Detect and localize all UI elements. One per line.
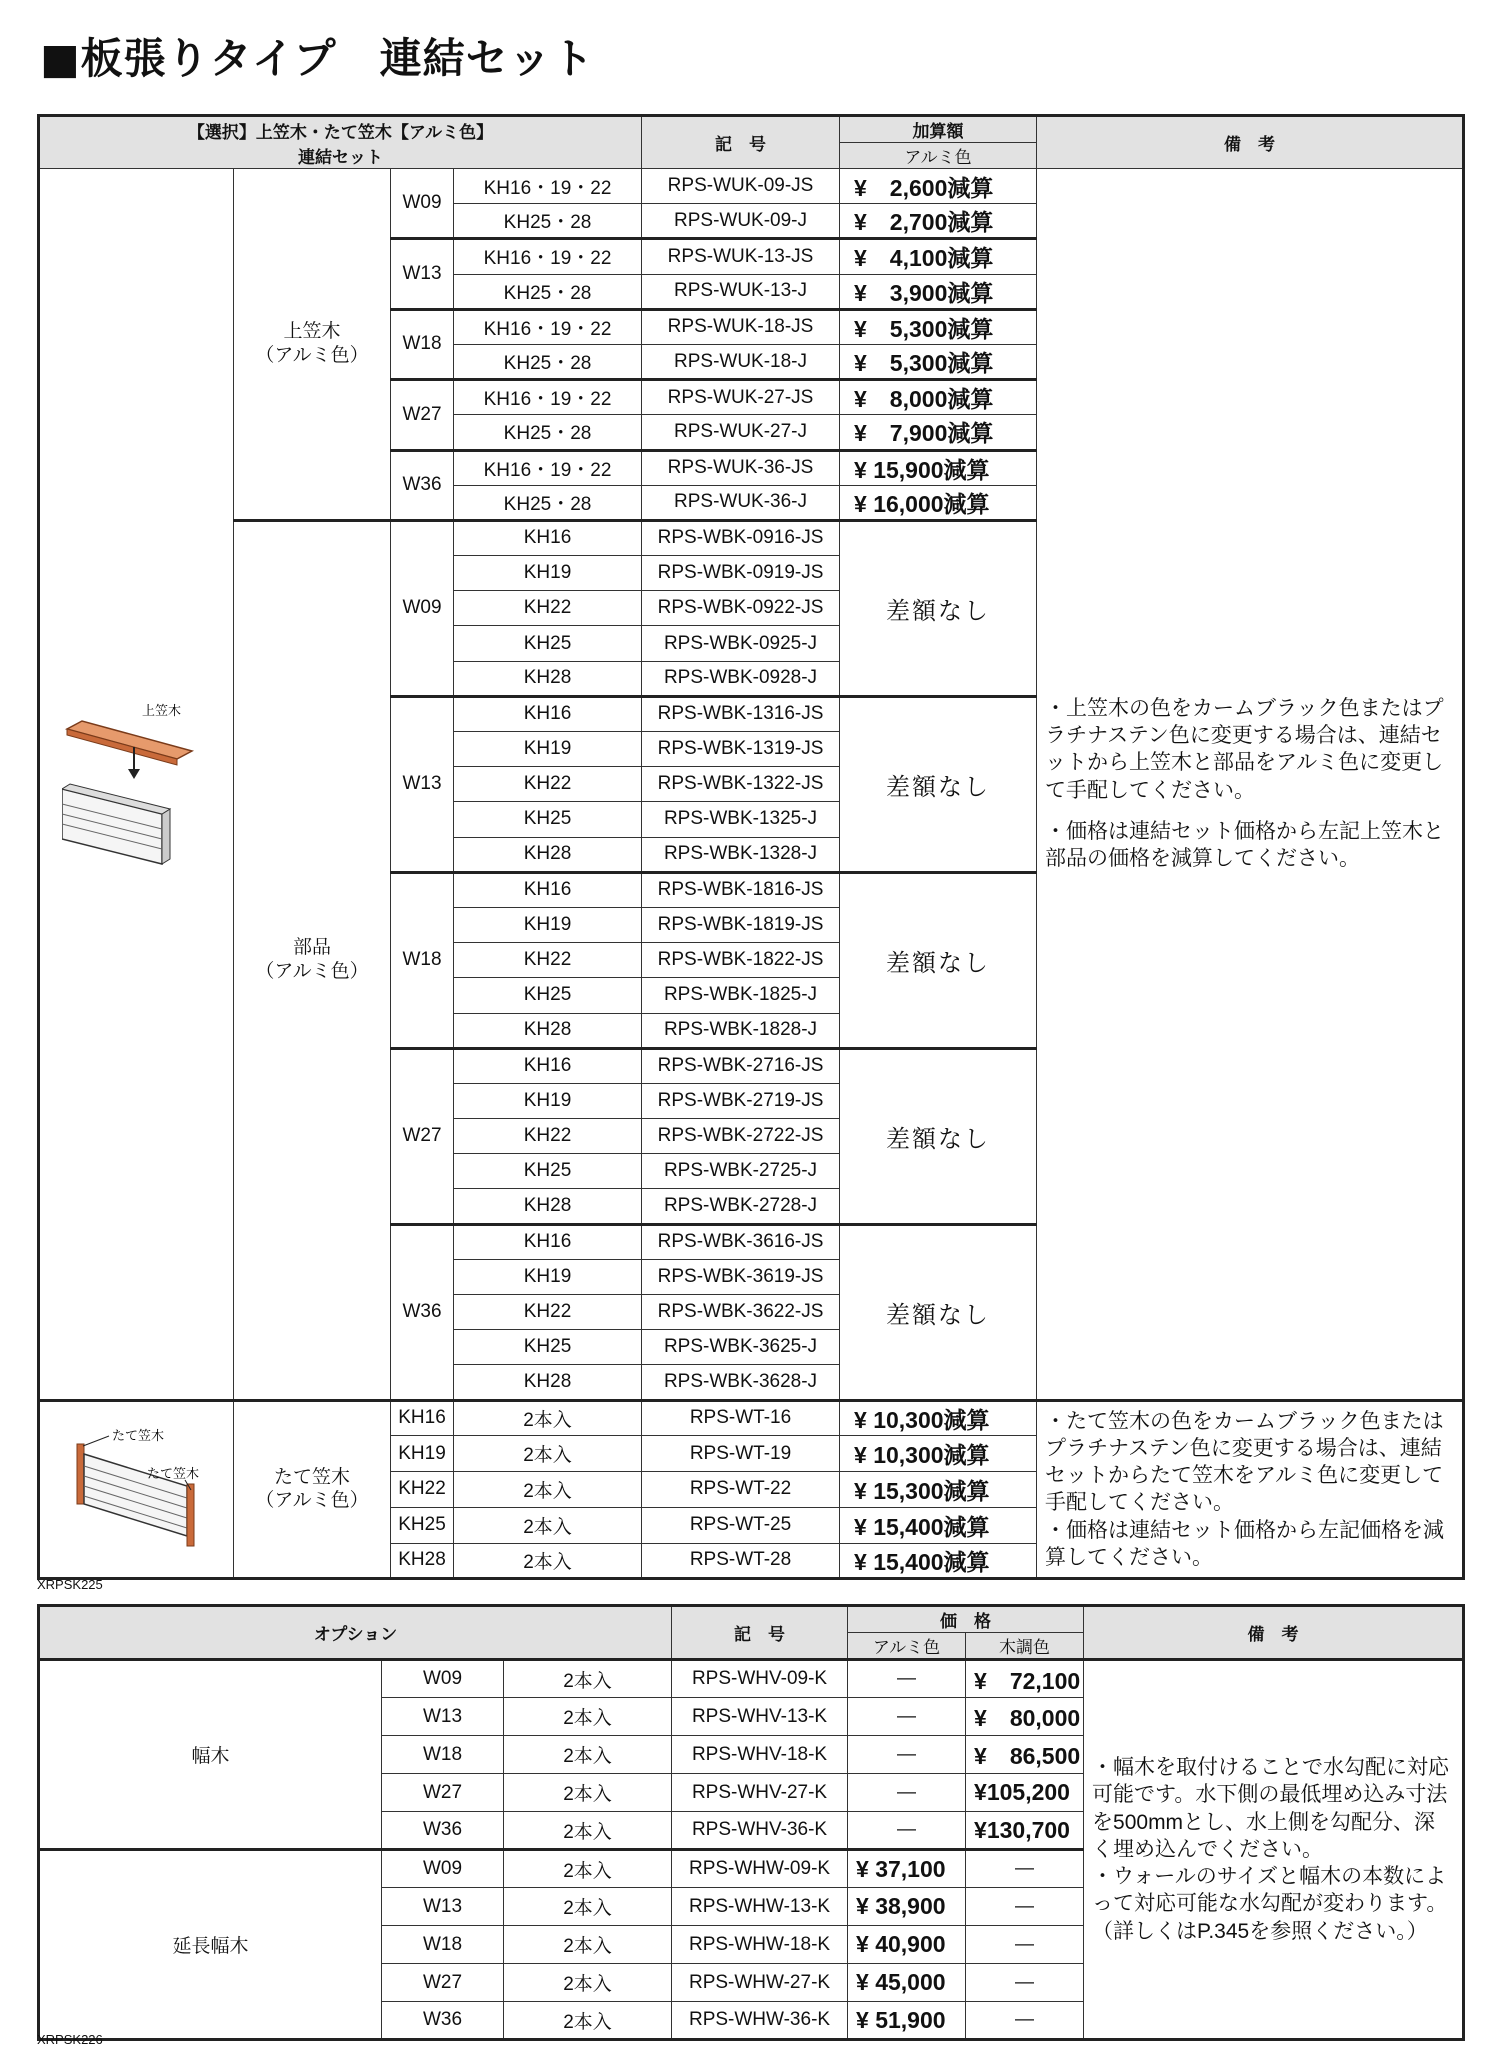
code-cell: RPS-WHV-13-K xyxy=(672,1698,848,1736)
price-cell: ¥ 5,300減算 xyxy=(840,309,1037,344)
no-diff-cell: 差額なし xyxy=(840,1048,1037,1224)
code-cell: RPS-WUK-18-J xyxy=(642,344,840,379)
code-cell: RPS-WUK-09-J xyxy=(642,204,840,239)
wood-price-cell: — xyxy=(966,1926,1084,1964)
kh-cell: KH25・28 xyxy=(454,485,642,520)
wood-price-cell: — xyxy=(966,1964,1084,2002)
illus-label-tate-b: たて笠木 xyxy=(146,1466,199,1482)
price-cell: ¥ 15,400減算 xyxy=(840,1543,1037,1579)
kh-cell: KH25 xyxy=(454,802,642,837)
code-cell: RPS-WBK-2719-JS xyxy=(642,1083,840,1118)
code-cell: RPS-WHW-09-K xyxy=(672,1850,848,1888)
alumi-price-cell: ¥ 45,000 xyxy=(848,1964,966,2002)
kh-cell: KH22 xyxy=(391,1472,454,1508)
kh-cell: KH25・28 xyxy=(454,274,642,309)
remark-haba: ・幅木を取付けることで水勾配に対応可能です。水下側の最低埋め込み寸法を500mmとし、水上側を勾配分、深く埋め込んでください。 ・ウォールのサイズと幅木の本数によって対応可能な水勾配が変わります。 （詳しくはP.345を参照ください。） xyxy=(1084,1660,1464,2040)
width-cell: W18 xyxy=(382,1926,504,1964)
kh-cell: KH16・19・22 xyxy=(454,169,642,204)
alumi-price-cell: — xyxy=(848,1698,966,1736)
code-cell: RPS-WBK-3628-J xyxy=(642,1365,840,1400)
no-diff-cell: 差額なし xyxy=(840,872,1037,1048)
qty-cell: 2本入 xyxy=(504,1926,672,1964)
alumi-price-cell: — xyxy=(848,1774,966,1812)
width-cell: W09 xyxy=(382,1660,504,1698)
kh-cell: KH25 xyxy=(454,1330,642,1365)
code-cell: RPS-WUK-36-J xyxy=(642,485,840,520)
kh-cell: KH25 xyxy=(454,626,642,661)
qty-cell: 2本入 xyxy=(454,1400,642,1436)
wood-price-cell: — xyxy=(966,1888,1084,1926)
option-table xyxy=(37,1604,1465,2041)
header-option: オプション xyxy=(39,1606,672,1660)
kh-cell: KH25 xyxy=(391,1507,454,1543)
price-cell: ¥ 15,300減算 xyxy=(840,1472,1037,1508)
qty-cell: 2本入 xyxy=(504,1660,672,1698)
alumi-price-cell: ¥ 37,100 xyxy=(848,1850,966,1888)
kh-cell: KH22 xyxy=(454,767,642,802)
no-diff-cell: 差額なし xyxy=(840,696,1037,872)
code-cell: RPS-WBK-1816-JS xyxy=(642,872,840,907)
tate-kasagi-illustration xyxy=(57,1424,217,1554)
kh-cell: KH19 xyxy=(454,732,642,767)
header-code: 記 号 xyxy=(642,116,840,169)
code-cell: RPS-WHV-18-K xyxy=(672,1736,848,1774)
kh-cell: KH28 xyxy=(391,1543,454,1579)
code-cell: RPS-WUK-13-JS xyxy=(642,239,840,274)
code-cell: RPS-WHV-27-K xyxy=(672,1774,848,1812)
header-remarks: 備 考 xyxy=(1037,116,1464,169)
width-cell: W36 xyxy=(391,450,454,520)
alumi-price-cell: — xyxy=(848,1660,966,1698)
width-cell: W27 xyxy=(391,1048,454,1224)
code-cell: RPS-WT-19 xyxy=(642,1436,840,1472)
code-cell: RPS-WBK-0916-JS xyxy=(642,520,840,555)
kh-cell: KH25 xyxy=(454,1154,642,1189)
no-diff-cell: 差額なし xyxy=(840,520,1037,696)
wood-price-cell: ¥130,700 xyxy=(966,1812,1084,1850)
code-cell: RPS-WBK-1322-JS xyxy=(642,767,840,802)
illus-label-kasagi: 上笠木 xyxy=(141,702,181,718)
width-cell: W36 xyxy=(382,1812,504,1850)
kh-cell: KH19 xyxy=(454,556,642,591)
header-wood: 木調色 xyxy=(966,1633,1084,1660)
code-cell: RPS-WHW-27-K xyxy=(672,1964,848,2002)
price-cell: ¥ 2,600減算 xyxy=(840,169,1037,204)
price-cell: ¥ 15,900減算 xyxy=(840,450,1037,485)
width-cell: W13 xyxy=(391,239,454,309)
header-code: 記 号 xyxy=(672,1606,848,1660)
code-cell: RPS-WHW-36-K xyxy=(672,2002,848,2040)
category-tate: たて笠木 （アルミ色） xyxy=(234,1400,391,1579)
kh-cell: KH16・19・22 xyxy=(454,450,642,485)
width-cell: W09 xyxy=(382,1850,504,1888)
width-cell: W13 xyxy=(382,1888,504,1926)
code-cell: RPS-WHV-09-K xyxy=(672,1660,848,1698)
price-cell: ¥ 15,400減算 xyxy=(840,1507,1037,1543)
code-cell: RPS-WUK-09-JS xyxy=(642,169,840,204)
width-cell: W18 xyxy=(391,872,454,1048)
code-cell: RPS-WBK-3616-JS xyxy=(642,1224,840,1259)
code-cell: RPS-WBK-0925-J xyxy=(642,626,840,661)
price-cell: ¥ 8,000減算 xyxy=(840,380,1037,415)
category-buhin: 部品 （アルミ色） xyxy=(234,520,391,1400)
kh-cell: KH25・28 xyxy=(454,204,642,239)
kh-cell: KH22 xyxy=(454,1295,642,1330)
table-row xyxy=(39,169,1464,204)
code-cell: RPS-WUK-36-JS xyxy=(642,450,840,485)
kh-cell: KH25・28 xyxy=(454,415,642,450)
wood-price-cell: ¥ 80,000 xyxy=(966,1698,1084,1736)
category-kasagi: 上笠木 （アルミ色） xyxy=(234,169,391,521)
wood-price-cell: ¥ 72,100 xyxy=(966,1660,1084,1698)
kh-cell: KH25 xyxy=(454,978,642,1013)
qty-cell: 2本入 xyxy=(504,1698,672,1736)
table-row xyxy=(39,1400,1464,1436)
width-cell: W27 xyxy=(382,1964,504,2002)
width-cell: W18 xyxy=(391,309,454,379)
code-label-2: XRPSK226 xyxy=(37,2032,103,2047)
code-cell: RPS-WBK-2722-JS xyxy=(642,1119,840,1154)
code-cell: RPS-WBK-1316-JS xyxy=(642,696,840,731)
width-cell: W18 xyxy=(382,1736,504,1774)
header-remarks: 備 考 xyxy=(1084,1606,1464,1660)
wood-price-cell: — xyxy=(966,2002,1084,2040)
kh-cell: KH16 xyxy=(454,1224,642,1259)
qty-cell: 2本入 xyxy=(504,1888,672,1926)
qty-cell: 2本入 xyxy=(504,1774,672,1812)
kh-cell: KH16・19・22 xyxy=(454,380,642,415)
code-cell: RPS-WBK-1319-JS xyxy=(642,732,840,767)
kh-cell: KH16 xyxy=(454,872,642,907)
kh-cell: KH16 xyxy=(391,1400,454,1436)
kh-cell: KH28 xyxy=(454,1365,642,1400)
code-cell: RPS-WT-28 xyxy=(642,1543,840,1579)
qty-cell: 2本入 xyxy=(504,1736,672,1774)
price-cell: ¥ 16,000減算 xyxy=(840,485,1037,520)
kh-cell: KH28 xyxy=(454,837,642,872)
width-cell: W13 xyxy=(391,696,454,872)
header-alumi: アルミ色 xyxy=(848,1633,966,1660)
code-cell: RPS-WHW-18-K xyxy=(672,1926,848,1964)
kh-cell: KH22 xyxy=(454,943,642,978)
category-encho: 延長幅木 xyxy=(39,1850,382,2040)
qty-cell: 2本入 xyxy=(504,1964,672,2002)
table-row xyxy=(39,1660,1464,1698)
width-cell: W36 xyxy=(391,1224,454,1400)
width-cell: W36 xyxy=(382,2002,504,2040)
kh-cell: KH16 xyxy=(454,1048,642,1083)
kh-cell: KH16 xyxy=(454,696,642,731)
header-price-sub: アルミ色 xyxy=(840,143,1037,169)
header-price: 加算額 xyxy=(840,116,1037,143)
code-cell: RPS-WBK-2728-J xyxy=(642,1189,840,1224)
code-cell: RPS-WBK-1325-J xyxy=(642,802,840,837)
alumi-price-cell: ¥ 51,900 xyxy=(848,2002,966,2040)
illus-kasagi-cell xyxy=(39,169,234,1401)
qty-cell: 2本入 xyxy=(504,1812,672,1850)
wood-price-cell: ¥105,200 xyxy=(966,1774,1084,1812)
price-cell: ¥ 2,700減算 xyxy=(840,204,1037,239)
kh-cell: KH19 xyxy=(454,1083,642,1118)
kh-cell: KH19 xyxy=(454,907,642,942)
code-cell: RPS-WBK-1819-JS xyxy=(642,907,840,942)
no-diff-cell: 差額なし xyxy=(840,1224,1037,1400)
alumi-price-cell: — xyxy=(848,1736,966,1774)
width-cell: W27 xyxy=(391,380,454,450)
kh-cell: KH16・19・22 xyxy=(454,239,642,274)
code-cell: RPS-WT-16 xyxy=(642,1400,840,1436)
kh-cell: KH22 xyxy=(454,591,642,626)
code-cell: RPS-WHV-36-K xyxy=(672,1812,848,1850)
price-cell: ¥ 3,900減算 xyxy=(840,274,1037,309)
qty-cell: 2本入 xyxy=(504,2002,672,2040)
kh-cell: KH25・28 xyxy=(454,344,642,379)
qty-cell: 2本入 xyxy=(454,1436,642,1472)
kh-cell: KH28 xyxy=(454,661,642,696)
wood-price-cell: — xyxy=(966,1850,1084,1888)
code-cell: RPS-WBK-3622-JS xyxy=(642,1295,840,1330)
remark-tate: ・たて笠木の色をカームブラック色またはプラチナステン色に変更する場合は、連結セットからたて笠木をアルミ色に変更して手配してください。 ・価格は連結セット価格から左記価格を減算してください。 xyxy=(1037,1400,1464,1579)
code-cell: RPS-WHW-13-K xyxy=(672,1888,848,1926)
qty-cell: 2本入 xyxy=(454,1472,642,1508)
code-cell: RPS-WBK-1328-J xyxy=(642,837,840,872)
code-cell: RPS-WBK-1828-J xyxy=(642,1013,840,1048)
price-cell: ¥ 10,300減算 xyxy=(840,1400,1037,1436)
code-cell: RPS-WUK-27-JS xyxy=(642,380,840,415)
remark-kasagi: ・上笠木の色をカームブラック色またはプラチナステン色に変更する場合は、連結セットから上笠木と部品をアルミ色に変更して手配してください。 ・価格は連結セット価格から左記上笠木と部品の価格を減算してください。 xyxy=(1037,169,1464,1401)
code-cell: RPS-WBK-2716-JS xyxy=(642,1048,840,1083)
page-title: ■板張りタイプ 連結セット xyxy=(40,34,595,83)
width-cell: W09 xyxy=(391,169,454,239)
code-cell: RPS-WT-22 xyxy=(642,1472,840,1508)
width-cell: W13 xyxy=(382,1698,504,1736)
header-price: 価 格 xyxy=(848,1606,1084,1633)
kh-cell: KH16・19・22 xyxy=(454,309,642,344)
code-cell: RPS-WBK-0919-JS xyxy=(642,556,840,591)
kh-cell: KH28 xyxy=(454,1189,642,1224)
code-cell: RPS-WUK-18-JS xyxy=(642,309,840,344)
price-cell: ¥ 4,100減算 xyxy=(840,239,1037,274)
code-cell: RPS-WBK-3625-J xyxy=(642,1330,840,1365)
code-cell: RPS-WBK-0928-J xyxy=(642,661,840,696)
kh-cell: KH16 xyxy=(454,520,642,555)
category-haba: 幅木 xyxy=(39,1660,382,1850)
wood-price-cell: ¥ 86,500 xyxy=(966,1736,1084,1774)
code-cell: RPS-WUK-13-J xyxy=(642,274,840,309)
code-cell: RPS-WBK-1825-J xyxy=(642,978,840,1013)
illus-tate-cell xyxy=(39,1400,234,1579)
price-cell: ¥ 10,300減算 xyxy=(840,1436,1037,1472)
kh-cell: KH22 xyxy=(454,1119,642,1154)
qty-cell: 2本入 xyxy=(454,1507,642,1543)
illus-label-tate-a: たて笠木 xyxy=(111,1428,164,1444)
code-cell: RPS-WUK-27-J xyxy=(642,415,840,450)
alumi-price-cell: — xyxy=(848,1812,966,1850)
kh-cell: KH19 xyxy=(391,1436,454,1472)
code-cell: RPS-WBK-3619-JS xyxy=(642,1259,840,1294)
alumi-price-cell: ¥ 38,900 xyxy=(848,1888,966,1926)
code-label-1: XRPSK225 xyxy=(37,1577,103,1592)
qty-cell: 2本入 xyxy=(504,1850,672,1888)
kasagi-illustration xyxy=(62,699,212,869)
code-cell: RPS-WBK-1822-JS xyxy=(642,943,840,978)
width-cell: W09 xyxy=(391,520,454,696)
code-cell: RPS-WT-25 xyxy=(642,1507,840,1543)
kh-cell: KH19 xyxy=(454,1259,642,1294)
renketsu-set-table xyxy=(37,114,1465,1580)
code-cell: RPS-WBK-2725-J xyxy=(642,1154,840,1189)
price-cell: ¥ 5,300減算 xyxy=(840,344,1037,379)
code-cell: RPS-WBK-0922-JS xyxy=(642,591,840,626)
price-cell: ¥ 7,900減算 xyxy=(840,415,1037,450)
qty-cell: 2本入 xyxy=(454,1543,642,1579)
kh-cell: KH28 xyxy=(454,1013,642,1048)
alumi-price-cell: ¥ 40,900 xyxy=(848,1926,966,1964)
header-select: 【選択】上笠木・たて笠木【アルミ色】 連結セット xyxy=(39,116,642,169)
width-cell: W27 xyxy=(382,1774,504,1812)
